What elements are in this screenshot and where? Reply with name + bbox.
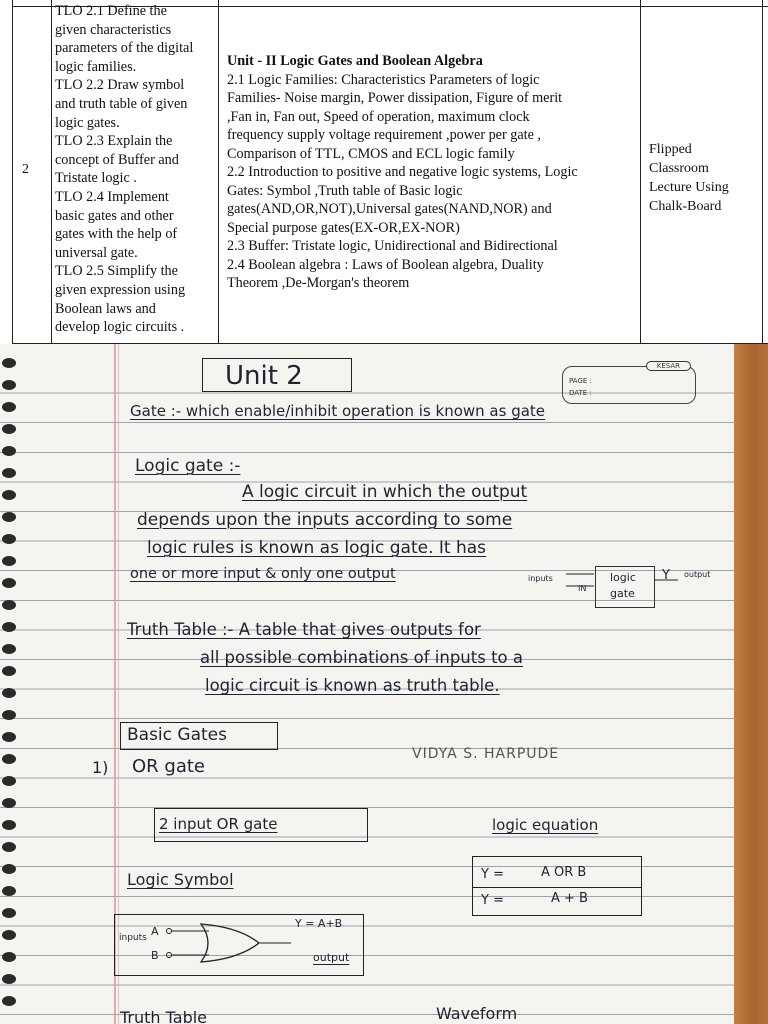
table-border-left — [12, 0, 13, 344]
tlo-line: TLO 2.4 Implement — [55, 188, 169, 205]
content-line: Gates: Symbol ,Truth table of Basic logic — [227, 182, 463, 199]
binding-ring — [2, 974, 16, 984]
logic-symbol-label: Logic Symbol — [127, 870, 234, 889]
equation-lhs: Y = — [481, 867, 504, 882]
unit-heading-box — [202, 358, 352, 392]
binding-ring — [2, 666, 16, 676]
binding-ring — [2, 908, 16, 918]
table-divider-tlo — [218, 0, 219, 344]
method-line: Lecture Using — [649, 180, 729, 195]
table-border-right — [762, 0, 763, 344]
binding-ring — [2, 446, 16, 456]
logic-equation-label: logic equation — [492, 816, 599, 834]
table-divider-content — [640, 0, 641, 344]
basic-gates-box — [120, 722, 278, 750]
tlo-line: given characteristics — [55, 21, 172, 38]
tlo-line: given expression using — [55, 281, 186, 298]
binding-ring — [2, 886, 16, 896]
binding-ring — [2, 952, 16, 962]
page-label: PAGE : — [569, 377, 592, 385]
serial-number: 2 — [22, 162, 29, 177]
two-input-or-label: 2 input OR gate — [159, 815, 278, 833]
date-label: DATE : — [569, 389, 592, 397]
tlo-line: Tristate logic . — [55, 170, 137, 187]
tlo-line: logic gates. — [55, 114, 120, 131]
tlo-line: and truth table of given — [55, 95, 188, 112]
mini-y-label: Y — [662, 568, 670, 583]
truth-table-definition-line: all possible combinations of inputs to a — [200, 648, 523, 667]
binding-ring — [2, 864, 16, 874]
binding-ring — [2, 468, 16, 478]
logic-gate-definition-line: one or more input & only one output — [130, 566, 396, 582]
method-line: Chalk-Board — [649, 199, 722, 214]
tlo-line: logic families. — [55, 58, 137, 75]
equation-rhs: A + B — [551, 891, 588, 906]
symbol-input-a: A — [151, 925, 159, 938]
symbol-input-b: B — [151, 949, 159, 962]
unit-title: Unit - II Logic Gates and Boolean Algebra — [227, 53, 483, 69]
content-line: 2.1 Logic Families: Characteristics Parameters of logic — [227, 71, 540, 88]
or-gate-heading: OR gate — [132, 756, 205, 777]
binding-ring — [2, 358, 16, 368]
mini-inputs-label: inputs — [528, 574, 553, 583]
equation-lhs: Y = — [481, 893, 504, 908]
symbol-output-label: output — [313, 951, 350, 964]
truth-table-definition-line: logic circuit is known as truth table. — [205, 676, 500, 695]
spiral-binding — [0, 344, 18, 1024]
binding-ring — [2, 754, 16, 764]
tlo-line: basic gates and other — [55, 207, 174, 224]
notebook-photo — [0, 344, 768, 1024]
binding-ring — [2, 644, 16, 654]
tlo-line: gates with the help of — [55, 226, 178, 243]
binding-ring — [2, 710, 16, 720]
tlo-line: develop logic circuits . — [55, 319, 185, 336]
binding-ring — [2, 490, 16, 500]
content-line: 2.4 Boolean algebra : Laws of Boolean algebra, Duality — [227, 256, 544, 273]
tlo-column — [55, 2, 215, 337]
content-line: gates(AND,OR,NOT),Universal gates(NAND,NOR) and — [227, 201, 552, 217]
logic-gate-definition-line: A logic circuit in which the output — [242, 482, 528, 502]
or-gate-icon — [161, 923, 301, 967]
binding-ring — [2, 556, 16, 566]
binding-ring — [2, 732, 16, 742]
binding-ring — [2, 534, 16, 544]
binding-ring — [2, 930, 16, 940]
two-input-or-box — [154, 808, 368, 842]
syllabus-table — [0, 0, 768, 344]
tlo-line: parameters of the digital — [55, 40, 194, 57]
symbol-output-equation: Y = A+B — [295, 917, 343, 930]
unit-heading: Unit 2 — [225, 361, 303, 391]
logic-gate-definition-line: depends upon the inputs according to some — [137, 510, 513, 530]
author-stamp: VIDYA S. HARPUDE — [412, 746, 560, 762]
binding-ring — [2, 688, 16, 698]
tlo-line: TLO 2.1 Define the — [55, 3, 167, 19]
content-column — [227, 52, 637, 293]
mini-output-label: output — [684, 570, 711, 579]
binding-ring — [2, 820, 16, 830]
content-line: Theorem ,De-Morgan's theorem — [227, 275, 410, 291]
symbol-inputs-label: inputs — [119, 933, 147, 943]
binding-ring — [2, 424, 16, 434]
method-line: Classroom — [649, 161, 709, 176]
table-divider-serial — [51, 0, 52, 344]
equations-box — [472, 856, 642, 916]
gate-definition: Gate :- which enable/inhibit operation is known as gate — [130, 402, 546, 420]
mini-diagram-arrows — [560, 564, 700, 614]
content-line: Special purpose gates(EX-OR,EX-NOR) — [227, 219, 460, 236]
tlo-line: universal gate. — [55, 244, 138, 261]
truth-table-definition-line: Truth Table :- A table that gives outputs for — [127, 620, 481, 639]
truth-table-label: Truth Table — [120, 1008, 208, 1024]
tlo-line: Boolean laws and — [55, 300, 156, 317]
binding-ring — [2, 842, 16, 852]
wooden-table-edge — [734, 344, 768, 1024]
logic-gate-definition-line: logic rules is known as logic gate. It has — [147, 538, 487, 558]
equations-divider — [473, 887, 641, 888]
waveform-label: Waveform — [436, 1004, 518, 1023]
binding-ring — [2, 600, 16, 610]
tlo-line: TLO 2.2 Draw symbol — [55, 77, 185, 94]
content-line: Families- Noise margin, Power dissipation, Figure of merit — [227, 90, 563, 106]
mini-box-text: logic — [610, 571, 636, 584]
method-line: Flipped — [649, 142, 692, 157]
teaching-method-column — [649, 140, 759, 216]
tlo-line: concept of Buffer and — [55, 151, 179, 168]
tlo-line: TLO 2.5 Simplify the — [55, 263, 178, 280]
mini-box-text: gate — [610, 587, 635, 600]
binding-ring — [2, 622, 16, 632]
binding-ring — [2, 380, 16, 390]
mini-n-label: IN — [578, 584, 587, 593]
page-date-box — [562, 362, 696, 404]
content-line: 2.2 Introduction to positive and negative logic systems, Logic — [227, 164, 578, 180]
content-line: frequency supply voltage requirement ,power per gate , — [227, 127, 541, 143]
or-gate-symbol-box — [114, 914, 364, 976]
or-item-number: 1) — [92, 758, 109, 777]
notebook-brand: KESAR — [646, 361, 691, 371]
binding-ring — [2, 402, 16, 412]
binding-ring — [2, 578, 16, 588]
content-line: 2.3 Buffer: Tristate logic, Unidirectional and Bidirectional — [227, 238, 558, 254]
binding-ring — [2, 798, 16, 808]
logic-gate-heading: Logic gate :- — [135, 456, 241, 476]
equation-rhs: A OR B — [541, 865, 587, 880]
basic-gates-heading: Basic Gates — [127, 725, 227, 745]
content-line: ,Fan in, Fan out, Speed of operation, maximum clock — [227, 108, 530, 125]
binding-ring — [2, 512, 16, 522]
binding-ring — [2, 996, 16, 1006]
content-line: Comparison of TTL, CMOS and ECL logic family — [227, 145, 515, 162]
tlo-line: TLO 2.3 Explain the — [55, 133, 173, 150]
binding-ring — [2, 776, 16, 786]
